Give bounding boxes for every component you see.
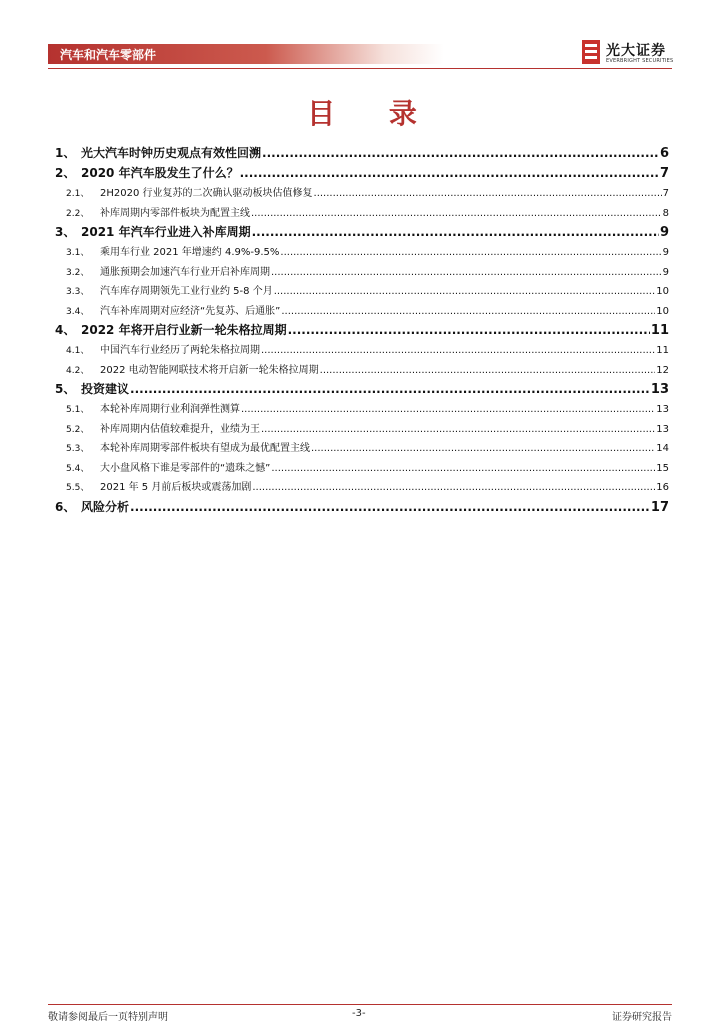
toc-item[interactable] [55, 380, 669, 400]
toc-item-number: 5.5、 [66, 483, 90, 493]
toc-item-page: 10 [656, 286, 669, 297]
toc-item-number: 5.4、 [66, 463, 90, 474]
header-section-label: 汽车和汽车零部件 [60, 48, 157, 62]
toc-leader-dots [130, 382, 650, 396]
toc-item-number: 5.2、 [66, 424, 90, 435]
toc-item-title: 光大汽车时钟历史观点有效性回溯 [81, 146, 262, 160]
toc-leader-dots [281, 306, 655, 317]
toc-subitem[interactable] [55, 439, 669, 459]
toc-item-page: 13 [656, 404, 669, 415]
toc-item-title: 大小盘风格下谁是零部件的“遗珠之憾” [100, 462, 271, 474]
toc-item-title: 2H2020 行业复苏的二次确认驱动板块估值修复 [100, 188, 313, 199]
everbright-logo-icon [582, 40, 600, 64]
toc-item-number: 1、 [55, 146, 76, 160]
toc-leader-dots [288, 323, 650, 337]
toc-item-page: 6 [659, 146, 669, 161]
toc-item-page: 14 [656, 443, 669, 454]
toc-subitem[interactable] [55, 243, 669, 263]
toc-item-page: 9 [662, 266, 669, 278]
toc-leader-dots [252, 482, 655, 493]
toc-item[interactable] [55, 144, 669, 164]
toc-item-title: 汽车库存周期领先工业行业约 5-8 个月 [100, 286, 273, 297]
toc-item-number: 5.1、 [66, 405, 90, 415]
toc-item-title: 补库周期内估值较难提升，业绩为王 [100, 423, 260, 435]
toc-leader-dots [274, 286, 656, 297]
toc-subitem[interactable] [55, 361, 669, 381]
toc-subitem[interactable] [55, 204, 669, 224]
toc-item[interactable] [55, 223, 669, 243]
toc-title: 目 录 [307, 97, 439, 130]
toc-leader-dots [261, 424, 655, 435]
toc-item-page: 7 [662, 188, 669, 199]
page-number: -3- [352, 1008, 366, 1019]
toc-item-page: 13 [656, 423, 669, 435]
toc-item-title: 补库周期内零部件板块为配置主线 [100, 207, 250, 219]
toc-item-title: 2021 年汽车行业进入补库周期 [81, 225, 251, 239]
toc-item-page: 17 [650, 499, 669, 515]
toc-leader-dots [261, 345, 655, 356]
toc-item-page: 13 [650, 382, 669, 397]
toc-leader-dots [130, 500, 650, 514]
toc-item-page: 10 [656, 305, 669, 317]
toc-leader-dots [271, 267, 662, 278]
toc-leader-dots [240, 166, 659, 180]
footer-report-type: 证券研究报告 [612, 1012, 672, 1023]
toc-item-number: 6、 [55, 499, 76, 514]
header-divider [48, 68, 672, 69]
toc-item-page: 8 [662, 207, 669, 219]
toc-item-page: 9 [659, 225, 669, 240]
toc-item-title: 本轮补库周期零部件板块有望成为最优配置主线 [100, 443, 310, 454]
toc-leader-dots [252, 225, 659, 239]
toc-item-title: 乘用车行业 2021 年增速约 4.9%-9.5% [100, 247, 280, 258]
toc-item[interactable] [55, 321, 669, 341]
toc-leader-dots [271, 463, 655, 474]
toc-item-number: 3.2、 [66, 267, 90, 278]
toc-item-page: 15 [656, 462, 669, 474]
toc-item[interactable] [55, 164, 669, 184]
logo-name-en: EVERBRIGHT SECURITIES [606, 58, 674, 64]
toc-item-title: 2022 电动智能网联技术将开启新一轮朱格拉周期 [100, 364, 319, 376]
footer-disclaimer: 敬请参阅最后一页特别声明 [48, 1012, 168, 1023]
toc-item-number: 5.3、 [66, 444, 90, 454]
toc-subitem[interactable] [55, 478, 669, 498]
footer-divider [48, 1004, 672, 1005]
toc-leader-dots [320, 365, 656, 376]
toc-item-number: 2、 [55, 166, 76, 180]
toc-item-number: 5、 [55, 382, 76, 396]
toc-item-number: 3.4、 [66, 306, 90, 317]
toc-item-number: 2.1、 [66, 189, 90, 199]
toc-item-page: 9 [662, 247, 669, 258]
toc-item-number: 4、 [55, 323, 76, 337]
toc-leader-dots [280, 247, 661, 258]
toc-item-page: 11 [656, 345, 669, 356]
toc-item-number: 3.1、 [66, 248, 90, 258]
toc-item-page: 7 [659, 166, 669, 181]
toc-subitem[interactable] [55, 420, 669, 440]
logo-name-cn: 光大证券 [606, 43, 666, 59]
toc-subitem[interactable] [55, 263, 669, 283]
toc-subitem[interactable] [55, 302, 669, 322]
toc-item-title: 2021 年 5 月前后板块或震荡加剧 [100, 482, 252, 493]
header-section-bar [48, 44, 444, 64]
toc-item-title: 风险分析 [81, 499, 130, 514]
toc-subitem[interactable] [55, 459, 669, 479]
toc-leader-dots [251, 208, 662, 219]
toc-leader-dots [241, 404, 655, 415]
toc-item-number: 2.2、 [66, 208, 90, 219]
toc-item-title: 2022 年将开启行业新一轮朱格拉周期 [81, 323, 287, 337]
toc-item-page: 12 [656, 364, 669, 376]
toc-leader-dots [311, 443, 655, 454]
toc-item-title: 本轮补库周期行业利润弹性测算 [100, 404, 240, 415]
company-logo [582, 40, 676, 66]
toc-subitem[interactable] [55, 341, 669, 361]
toc-leader-dots [262, 146, 659, 160]
toc-item-title: 投资建议 [81, 382, 130, 396]
table-of-contents [55, 144, 669, 518]
toc-item-title: 2020 年汽车股发生了什么？ [81, 166, 239, 180]
toc-item-number: 3.3、 [66, 287, 90, 297]
toc-item-title: 中国汽车行业经历了两轮朱格拉周期 [100, 345, 260, 356]
toc-item-number: 4.2、 [66, 365, 90, 376]
toc-subitem[interactable] [55, 400, 669, 420]
toc-item-number: 4.1、 [66, 346, 90, 356]
toc-subitem[interactable] [55, 282, 669, 302]
toc-leader-dots [314, 188, 662, 199]
toc-subitem[interactable] [55, 184, 669, 204]
toc-item-title: 汽车补库周期对应经济“先复苏、后通胀” [100, 305, 281, 317]
toc-item-page: 16 [656, 482, 669, 493]
toc-item-number: 3、 [55, 225, 76, 239]
toc-item-page: 11 [650, 323, 669, 338]
toc-item-title: 通胀预期会加速汽车行业开启补库周期 [100, 266, 270, 278]
toc-item[interactable] [55, 498, 669, 518]
